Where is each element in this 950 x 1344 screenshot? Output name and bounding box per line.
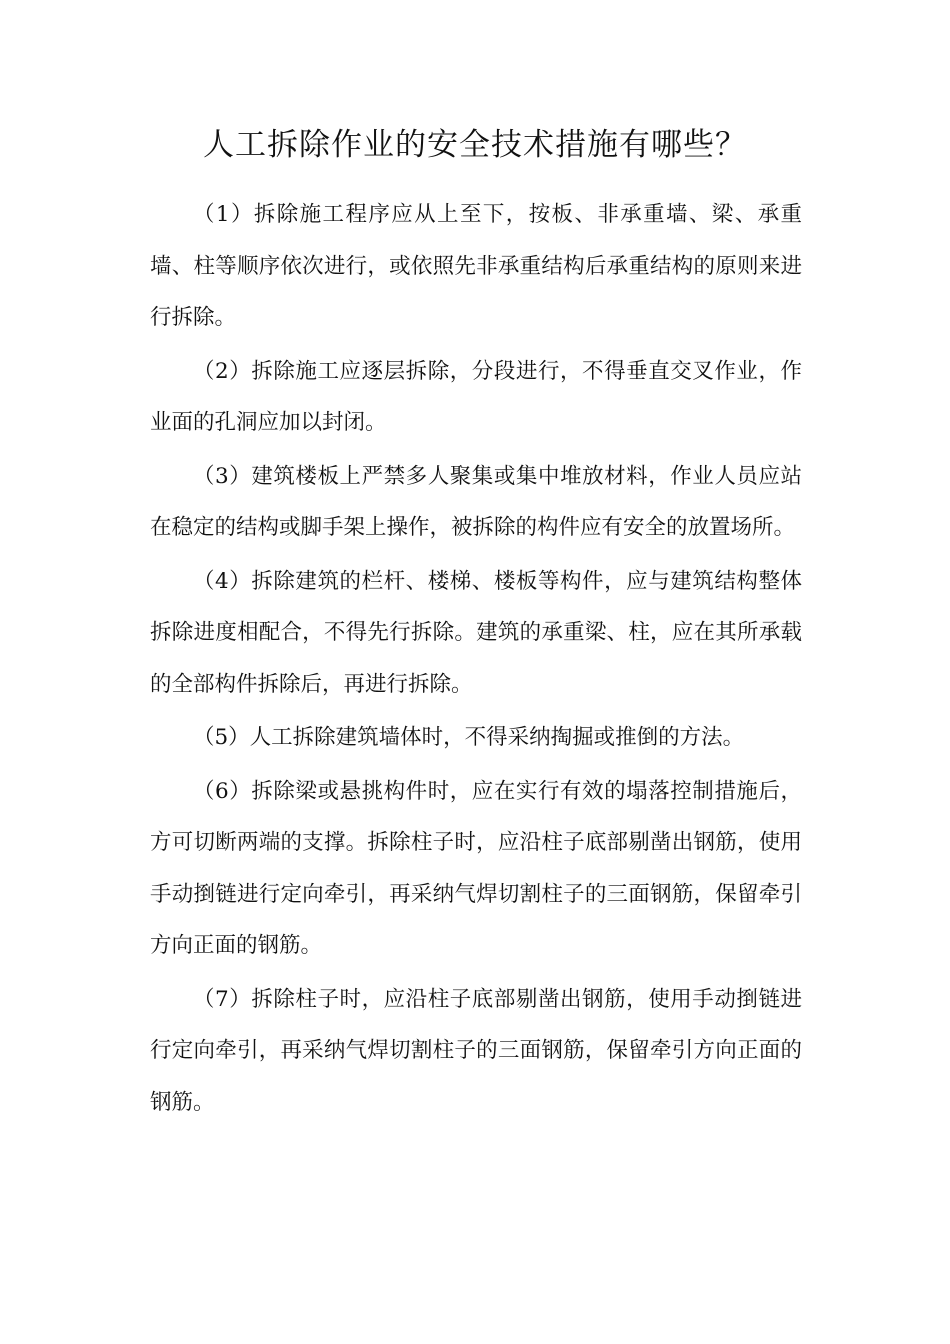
document-title: 人工拆除作业的安全技术措施有哪些？ (203, 127, 747, 163)
paragraph-4: （4）拆除建筑的栏杆、楼梯、楼板等构件，应与建筑结构整体拆除进度相配合，不得先行拆除。建筑的承重梁、柱，应在其所承载的全部构件拆除后，再进行拆除。 (150, 568, 802, 697)
paragraph-3: （3）建筑楼板上严禁多人聚集或集中堆放材料，作业人员应站在稳定的结构或脚手架上操作，被拆除的构件应有安全的放置场所。 (150, 463, 802, 540)
paragraph-5: （5）人工拆除建筑墙体时，不得采纳掏掘或推倒的方法。 (193, 725, 745, 750)
document-body (150, 189, 802, 1130)
paragraph-7: （7）拆除柱子时，应沿柱子底部剔凿出钢筋，使用手动捯链进行定向牵引，再采纳气焊切割柱子的三面钢筋，保留牵引方向正面的钢筋。 (150, 986, 802, 1115)
paragraph-1: （1）拆除施工程序应从上至下，按板、非承重墙、梁、承重墙、柱等顺序依次进行，或依照先非承重结构后承重结构的原则来进行拆除。 (150, 202, 802, 330)
paragraph-6: （6）拆除梁或悬挑构件时，应在实行有效的塌落控制措施后，方可切断两端的支撑。拆除柱子时，应沿柱子底部剔凿出钢筋，使用手动捯链进行定向牵引，再采纳气焊切割柱子的三面钢筋，保留牵引方向正面的钢筋。 (150, 778, 802, 958)
paragraph-2: （2）拆除施工应逐层拆除，分段进行，不得垂直交叉作业，作业面的孔洞应加以封闭。 (150, 358, 802, 435)
